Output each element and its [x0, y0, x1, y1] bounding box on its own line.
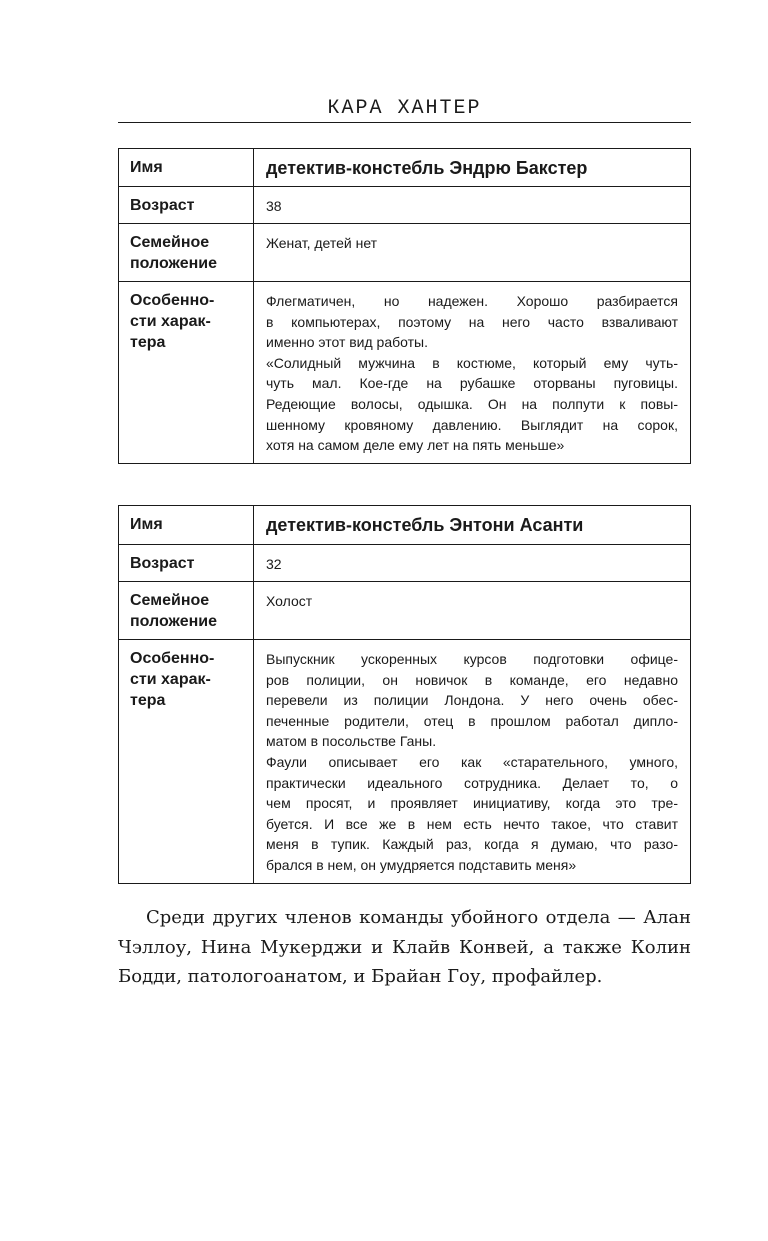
traits-line: именно этот вид работы. [266, 334, 428, 351]
traits-label-line: тера [130, 334, 166, 351]
traits-label-line: Особенно- [130, 650, 215, 667]
traits-line: Редеющие волосы, одышка. Он на полпути к повы- [266, 395, 678, 412]
marital-status-value: Холост [254, 582, 691, 640]
traits-line: буется. И все же в нем есть нечто такое, что ставит [266, 815, 678, 832]
table-row [119, 545, 691, 582]
traits-label [119, 282, 254, 464]
running-head: КАРА ХАНТЕР [118, 96, 691, 123]
closing-paragraph [118, 903, 691, 992]
traits-label-line: сти харак- [130, 313, 211, 330]
traits-line: чем просят, и проявляет инициативу, когда это тре- [266, 795, 678, 812]
paragraph-line: Бодди, патологоанатом, и Брайан Гоу, профайлер. [118, 966, 603, 987]
table-row [119, 149, 691, 187]
name-label: Имя [119, 506, 254, 545]
table-row [119, 640, 691, 884]
traits-line: хотя на самом деле ему лет на пять меньше» [266, 437, 565, 454]
traits-line: матом в посольстве Ганы. [266, 733, 437, 750]
traits-value [254, 282, 691, 464]
traits-line: перевели из полиции Лондона. У него очень обес- [266, 692, 678, 709]
marital-status-label: Семейное положение [119, 582, 254, 640]
traits-line: в компьютерах, поэтому на него часто взваливают [266, 313, 678, 330]
profile-table-asanti [118, 505, 691, 884]
traits-label-line: сти харак- [130, 671, 211, 688]
traits-line: брался в нем, он умудряется подставить меня» [266, 856, 577, 873]
traits-value [254, 640, 691, 884]
age-value: 38 [254, 187, 691, 224]
age-label: Возраст [119, 187, 254, 224]
traits-line: печенные родители, отец в прошлом работал дипло- [266, 712, 678, 729]
table-row [119, 282, 691, 464]
name-value: детектив-констебль Энтони Асанти [254, 506, 691, 545]
traits-label-line: Особенно- [130, 292, 215, 309]
traits-line: шенному кровяному давлению. Выглядит на сорок, [266, 416, 678, 433]
paragraph-line: Чэллоу, Нина Мукерджи и Клайв Конвей, а также Колин [118, 936, 691, 958]
table-row [119, 187, 691, 224]
paragraph-line: Среди других членов команды убойного отдела — Алан [146, 907, 691, 928]
name-value: детектив-констебль Эндрю Бакстер [254, 149, 691, 187]
traits-line: Флегматичен, но надежен. Хорошо разбирается [266, 293, 678, 309]
traits-line: ров полиции, он новичок в команде, его недавно [266, 671, 678, 688]
name-label: Имя [119, 149, 254, 187]
traits-label-line: тера [130, 692, 166, 709]
age-value: 32 [254, 545, 691, 582]
age-label: Возраст [119, 545, 254, 582]
traits-line: Фаули описывает его как «старательного, умного, [266, 753, 678, 770]
traits-line: Выпускник ускоренных курсов подготовки офице- [266, 651, 678, 667]
traits-line: практически идеального сотрудника. Делает то, о [266, 774, 678, 791]
profile-table-baxter [118, 148, 691, 464]
traits-line: «Солидный мужчина в костюме, который ему чуть- [266, 354, 678, 371]
traits-line: меня в тупик. Каждый раз, когда я думаю, что разо- [266, 836, 678, 853]
table-row [119, 582, 691, 640]
table-row [119, 506, 691, 545]
traits-label [119, 640, 254, 884]
traits-line: чуть мал. Кое-где на рубашке оторваны пуговицы. [266, 375, 678, 392]
table-row [119, 224, 691, 282]
marital-status-value: Женат, детей нет [254, 224, 691, 282]
marital-status-label: Семейное положение [119, 224, 254, 282]
